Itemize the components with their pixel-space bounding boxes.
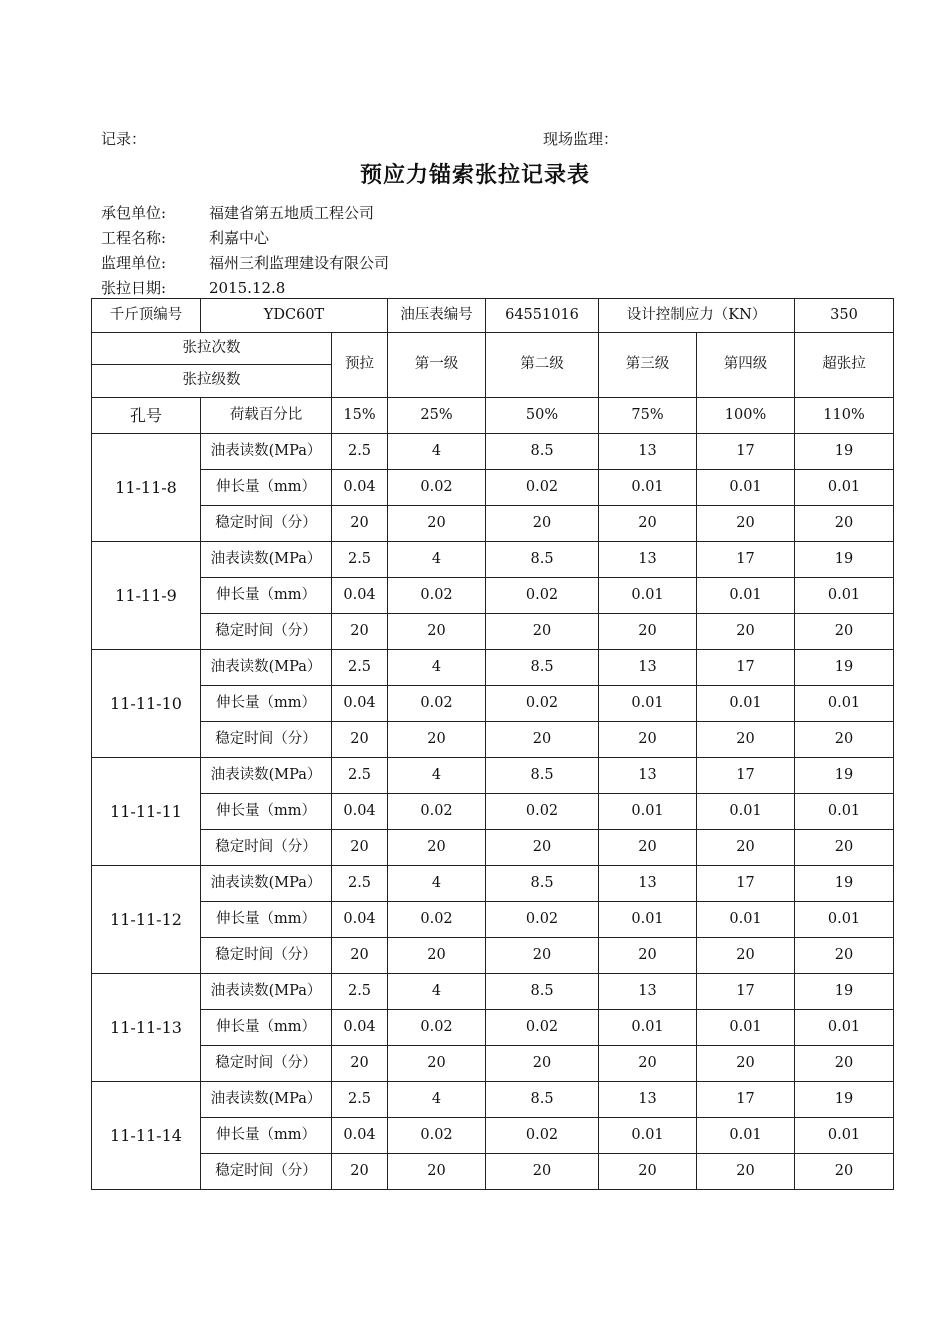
elong-cell: 0.01 [795, 470, 894, 506]
oil-cell: 17 [697, 542, 795, 578]
time-cell: 20 [795, 722, 894, 758]
equipment-row [92, 299, 894, 333]
tension-record-table [91, 298, 894, 1190]
oil-cell: 4 [388, 974, 486, 1010]
table-row [92, 938, 894, 974]
elong-cell: 0.01 [599, 794, 697, 830]
row-label-time: 稳定时间（分） [201, 722, 332, 758]
times-label: 张拉次数 [92, 333, 332, 365]
gauge-label: 油压表编号 [388, 299, 486, 333]
row-label-elong: 伸长量（mm） [201, 470, 332, 506]
oil-cell: 19 [795, 1082, 894, 1118]
time-cell: 20 [332, 938, 388, 974]
elong-cell: 0.01 [795, 794, 894, 830]
table-row [92, 1010, 894, 1046]
time-cell: 20 [599, 1046, 697, 1082]
time-cell: 20 [332, 1046, 388, 1082]
info-value: 利嘉中心 [209, 229, 270, 247]
hole-id: 11-11-12 [92, 866, 201, 974]
time-cell: 20 [332, 614, 388, 650]
stress-value: 350 [795, 299, 894, 333]
table-row [92, 830, 894, 866]
oil-cell: 8.5 [486, 1082, 599, 1118]
elong-cell: 0.01 [697, 794, 795, 830]
time-cell: 20 [486, 614, 599, 650]
info-supervision [101, 252, 389, 273]
oil-cell: 13 [599, 542, 697, 578]
row-label-elong: 伸长量（mm） [201, 794, 332, 830]
oil-cell: 13 [599, 1082, 697, 1118]
table-row [92, 686, 894, 722]
table-row [92, 542, 894, 578]
oil-cell: 4 [388, 758, 486, 794]
elong-cell: 0.04 [332, 902, 388, 938]
oil-cell: 13 [599, 974, 697, 1010]
row-label-elong: 伸长量（mm） [201, 578, 332, 614]
time-cell: 20 [486, 1046, 599, 1082]
percent-cell: 25% [388, 398, 486, 434]
time-cell: 20 [388, 614, 486, 650]
table-row [92, 1082, 894, 1118]
time-cell: 20 [697, 506, 795, 542]
row-label-time: 稳定时间（分） [201, 1046, 332, 1082]
oil-cell: 13 [599, 434, 697, 470]
row-label-elong: 伸长量（mm） [201, 1118, 332, 1154]
time-cell: 20 [388, 722, 486, 758]
oil-cell: 8.5 [486, 974, 599, 1010]
time-cell: 20 [599, 1154, 697, 1190]
oil-cell: 8.5 [486, 434, 599, 470]
hole-id: 11-11-11 [92, 758, 201, 866]
elong-cell: 0.04 [332, 578, 388, 614]
time-cell: 20 [486, 506, 599, 542]
table-row [92, 794, 894, 830]
supervisor-label: 现场监理： [543, 130, 619, 148]
elong-cell: 0.04 [332, 1118, 388, 1154]
row-label-oil: 油表读数(MPa） [201, 650, 332, 686]
hole-id: 11-11-10 [92, 650, 201, 758]
oil-cell: 17 [697, 650, 795, 686]
oil-cell: 8.5 [486, 758, 599, 794]
oil-cell: 2.5 [332, 866, 388, 902]
table-row [92, 866, 894, 902]
oil-cell: 2.5 [332, 434, 388, 470]
time-cell: 20 [697, 614, 795, 650]
elong-cell: 0.01 [697, 470, 795, 506]
oil-cell: 4 [388, 650, 486, 686]
percent-label: 荷载百分比 [201, 398, 332, 434]
info-label: 工程名称: [101, 229, 167, 247]
time-cell: 20 [697, 830, 795, 866]
time-cell: 20 [332, 722, 388, 758]
oil-cell: 2.5 [332, 542, 388, 578]
row-label-elong: 伸长量（mm） [201, 902, 332, 938]
oil-cell: 13 [599, 758, 697, 794]
elong-cell: 0.02 [486, 578, 599, 614]
oil-cell: 17 [697, 434, 795, 470]
oil-cell: 4 [388, 542, 486, 578]
elong-cell: 0.01 [795, 1010, 894, 1046]
time-cell: 20 [332, 506, 388, 542]
info-date [101, 277, 285, 298]
percent-row [92, 398, 894, 434]
elong-cell: 0.01 [697, 1118, 795, 1154]
elong-cell: 0.02 [388, 902, 486, 938]
time-cell: 20 [697, 1046, 795, 1082]
oil-cell: 4 [388, 1082, 486, 1118]
time-cell: 20 [599, 614, 697, 650]
elong-cell: 0.02 [388, 578, 486, 614]
stage-header: 预拉 [332, 333, 388, 398]
elong-cell: 0.01 [599, 686, 697, 722]
elong-cell: 0.01 [795, 902, 894, 938]
oil-cell: 17 [697, 974, 795, 1010]
elong-cell: 0.01 [697, 686, 795, 722]
time-cell: 20 [332, 1154, 388, 1190]
elong-cell: 0.02 [388, 1118, 486, 1154]
stress-label: 设计控制应力（KN） [599, 299, 795, 333]
page-title: 预应力锚索张拉记录表 [359, 162, 590, 188]
row-label-elong: 伸长量（mm） [201, 1010, 332, 1046]
oil-cell: 17 [697, 758, 795, 794]
table-row [92, 650, 894, 686]
info-project [101, 227, 269, 248]
elong-cell: 0.01 [795, 686, 894, 722]
time-cell: 20 [388, 938, 486, 974]
row-label-oil: 油表读数(MPa） [201, 866, 332, 902]
percent-cell: 110% [795, 398, 894, 434]
table-row [92, 722, 894, 758]
oil-cell: 8.5 [486, 866, 599, 902]
time-cell: 20 [795, 938, 894, 974]
hole-id: 11-11-14 [92, 1082, 201, 1190]
time-cell: 20 [599, 506, 697, 542]
oil-cell: 8.5 [486, 650, 599, 686]
percent-cell: 100% [697, 398, 795, 434]
stage-header: 第四级 [697, 333, 795, 398]
row-label-oil: 油表读数(MPa） [201, 1082, 332, 1118]
oil-cell: 19 [795, 542, 894, 578]
elong-cell: 0.02 [486, 1118, 599, 1154]
time-cell: 20 [486, 830, 599, 866]
oil-cell: 13 [599, 866, 697, 902]
info-label: 承包单位: [101, 204, 167, 222]
oil-cell: 2.5 [332, 758, 388, 794]
row-label-oil: 油表读数(MPa） [201, 758, 332, 794]
gauge-value: 64551016 [486, 299, 599, 333]
row-label-oil: 油表读数(MPa） [201, 974, 332, 1010]
stage-header-row [92, 333, 894, 365]
elong-cell: 0.01 [599, 470, 697, 506]
row-label-oil: 油表读数(MPa） [201, 542, 332, 578]
hole-id: 11-11-8 [92, 434, 201, 542]
elong-cell: 0.02 [388, 1010, 486, 1046]
table-row [92, 1118, 894, 1154]
oil-cell: 17 [697, 866, 795, 902]
hole-id: 11-11-13 [92, 974, 201, 1082]
info-value: 福建省第五地质工程公司 [209, 204, 375, 222]
time-cell: 20 [795, 614, 894, 650]
elong-cell: 0.04 [332, 470, 388, 506]
table-row [92, 902, 894, 938]
time-cell: 20 [697, 1154, 795, 1190]
stage-header: 第三级 [599, 333, 697, 398]
levels-label: 张拉级数 [92, 365, 332, 398]
elong-cell: 0.04 [332, 686, 388, 722]
table-row [92, 434, 894, 470]
row-label-time: 稳定时间（分） [201, 830, 332, 866]
elong-cell: 0.01 [697, 1010, 795, 1046]
hole-label: 孔号 [92, 398, 201, 434]
oil-cell: 19 [795, 866, 894, 902]
row-label-elong: 伸长量（mm） [201, 686, 332, 722]
table-row [92, 1046, 894, 1082]
elong-cell: 0.02 [486, 902, 599, 938]
time-cell: 20 [599, 830, 697, 866]
recorder-label: 记录： [101, 130, 147, 148]
oil-cell: 8.5 [486, 542, 599, 578]
oil-cell: 4 [388, 434, 486, 470]
time-cell: 20 [486, 1154, 599, 1190]
time-cell: 20 [332, 830, 388, 866]
oil-cell: 4 [388, 866, 486, 902]
elong-cell: 0.01 [795, 1118, 894, 1154]
oil-cell: 2.5 [332, 650, 388, 686]
info-value: 福州三利监理建设有限公司 [209, 254, 390, 272]
elong-cell: 0.02 [486, 470, 599, 506]
hole-id: 11-11-9 [92, 542, 201, 650]
elong-cell: 0.01 [599, 578, 697, 614]
elong-cell: 0.02 [388, 686, 486, 722]
time-cell: 20 [697, 722, 795, 758]
info-value: 2015.12.8 [209, 279, 286, 297]
elong-cell: 0.02 [388, 794, 486, 830]
time-cell: 20 [486, 722, 599, 758]
elong-cell: 0.01 [599, 902, 697, 938]
table-row [92, 758, 894, 794]
time-cell: 20 [795, 1046, 894, 1082]
time-cell: 20 [388, 830, 486, 866]
oil-cell: 17 [697, 1082, 795, 1118]
percent-cell: 50% [486, 398, 599, 434]
time-cell: 20 [486, 938, 599, 974]
oil-cell: 2.5 [332, 1082, 388, 1118]
time-cell: 20 [388, 506, 486, 542]
info-label: 张拉日期: [101, 279, 167, 297]
oil-cell: 2.5 [332, 974, 388, 1010]
oil-cell: 19 [795, 650, 894, 686]
jack-value: YDC60T [201, 299, 388, 333]
time-cell: 20 [388, 1046, 486, 1082]
info-contractor [101, 202, 374, 223]
elong-cell: 0.01 [697, 578, 795, 614]
row-label-oil: 油表读数(MPa） [201, 434, 332, 470]
percent-cell: 15% [332, 398, 388, 434]
time-cell: 20 [388, 1154, 486, 1190]
time-cell: 20 [795, 506, 894, 542]
info-label: 监理单位: [101, 254, 167, 272]
time-cell: 20 [599, 722, 697, 758]
row-label-time: 稳定时间（分） [201, 938, 332, 974]
elong-cell: 0.04 [332, 794, 388, 830]
time-cell: 20 [697, 938, 795, 974]
row-label-time: 稳定时间（分） [201, 614, 332, 650]
elong-cell: 0.02 [486, 794, 599, 830]
stage-header: 第一级 [388, 333, 486, 398]
table-row [92, 614, 894, 650]
time-cell: 20 [795, 1154, 894, 1190]
table-row [92, 578, 894, 614]
stage-header: 第二级 [486, 333, 599, 398]
time-cell: 20 [795, 830, 894, 866]
oil-cell: 19 [795, 434, 894, 470]
oil-cell: 13 [599, 650, 697, 686]
oil-cell: 19 [795, 974, 894, 1010]
elong-cell: 0.02 [388, 470, 486, 506]
elong-cell: 0.02 [486, 686, 599, 722]
elong-cell: 0.01 [599, 1118, 697, 1154]
time-cell: 20 [599, 938, 697, 974]
stage-header: 超张拉 [795, 333, 894, 398]
elong-cell: 0.04 [332, 1010, 388, 1046]
table-row [92, 506, 894, 542]
percent-cell: 75% [599, 398, 697, 434]
elong-cell: 0.01 [795, 578, 894, 614]
table-row [92, 470, 894, 506]
table-row [92, 1154, 894, 1190]
oil-cell: 19 [795, 758, 894, 794]
row-label-time: 稳定时间（分） [201, 1154, 332, 1190]
table-row [92, 974, 894, 1010]
elong-cell: 0.01 [697, 902, 795, 938]
elong-cell: 0.01 [599, 1010, 697, 1046]
row-label-time: 稳定时间（分） [201, 506, 332, 542]
jack-label: 千斤顶编号 [92, 299, 201, 333]
elong-cell: 0.02 [486, 1010, 599, 1046]
